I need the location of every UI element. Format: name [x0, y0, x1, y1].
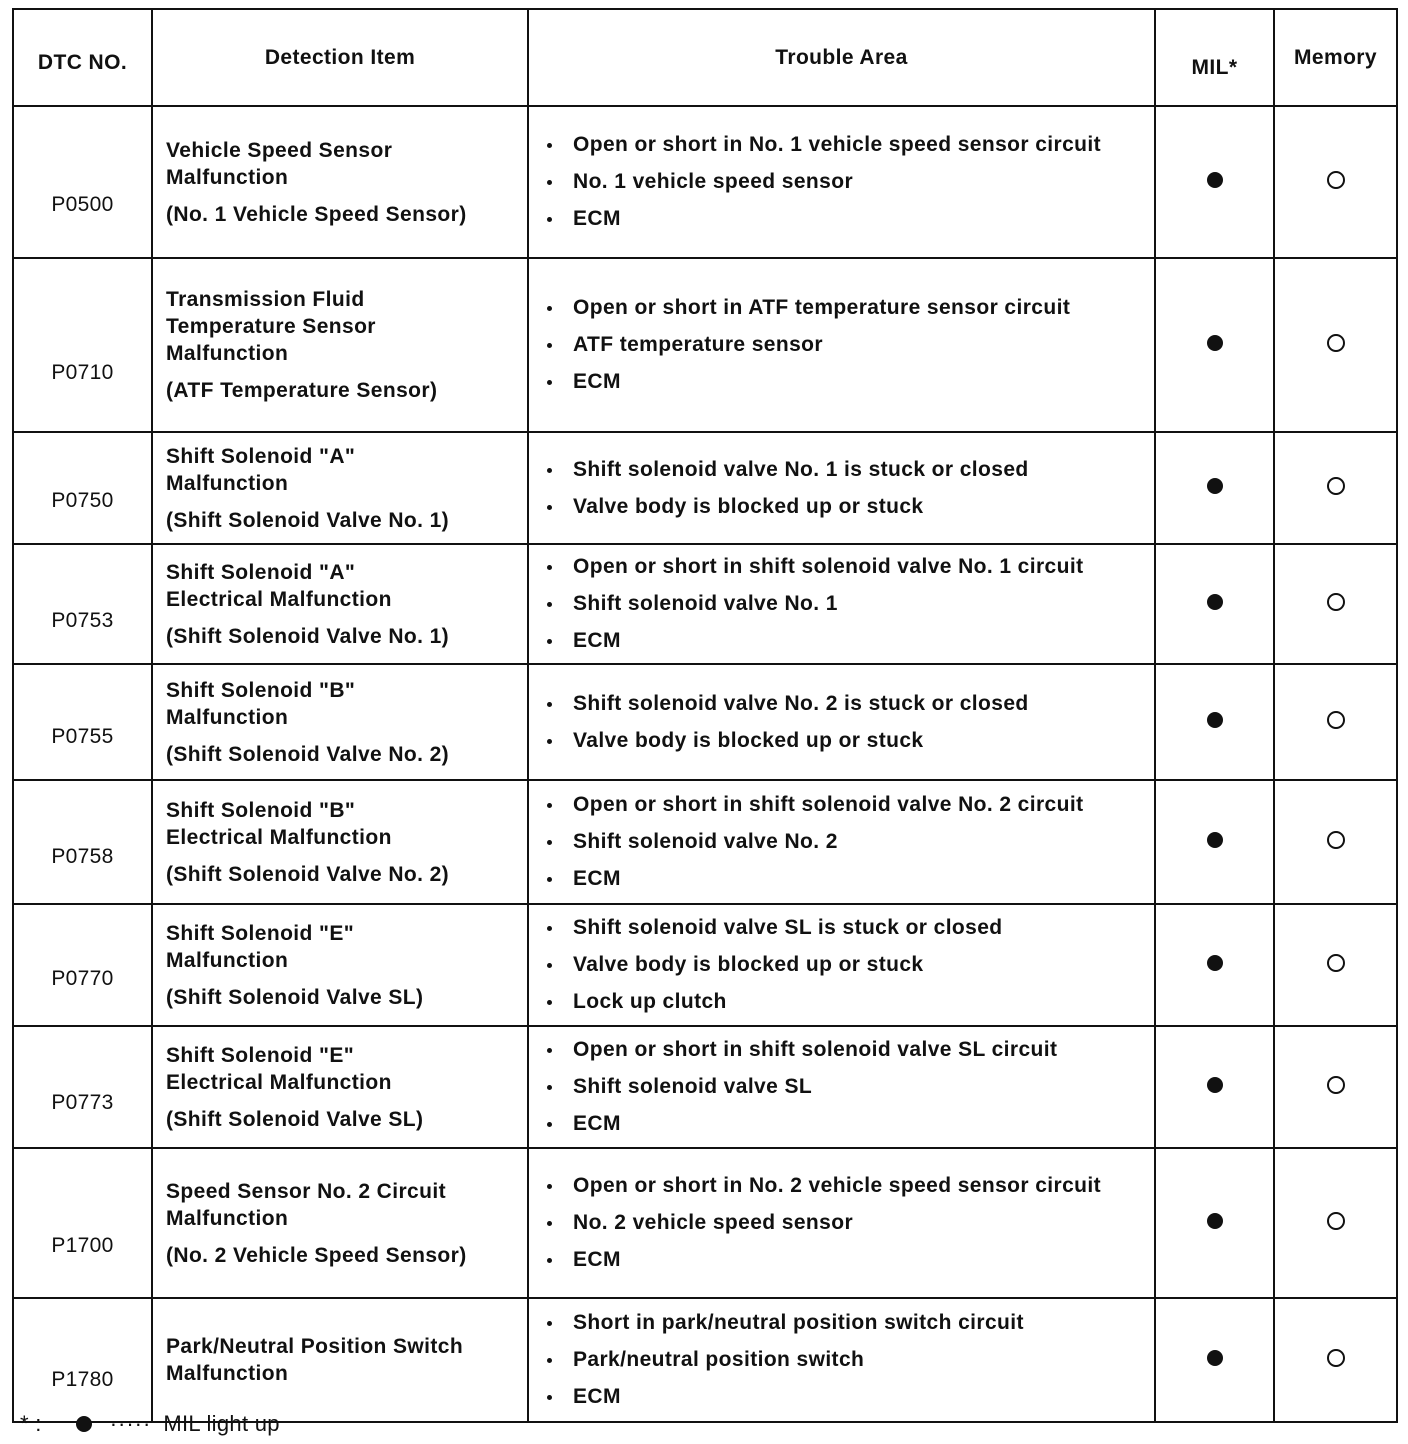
detection-item-cell: [152, 1026, 528, 1148]
list-item: [547, 1384, 1148, 1410]
detection-component: (Shift Solenoid Valve SL): [166, 1107, 424, 1131]
bullet-icon: [547, 380, 552, 385]
table-body: [13, 106, 1397, 1422]
dtc-code: P0770: [51, 966, 114, 990]
detection-component: (No. 2 Vehicle Speed Sensor): [166, 1243, 467, 1267]
trouble-area-text: Open or short in ATF temperature sensor circuit: [573, 296, 1071, 319]
trouble-area-text: Shift solenoid valve No. 2: [573, 830, 838, 853]
mil-filled-dot-icon: [76, 1416, 92, 1432]
mil-cell: [1155, 258, 1274, 432]
list-item: [547, 206, 1148, 232]
hollow-circle-icon: [1327, 593, 1345, 611]
hollow-circle-icon: [1327, 711, 1345, 729]
bullet-icon: [547, 702, 552, 707]
detection-line: Temperature Sensor: [166, 315, 376, 338]
detection-component: (No. 1 Vehicle Speed Sensor): [166, 202, 467, 226]
dtc-code: P0755: [51, 724, 114, 748]
table-row: [13, 544, 1397, 664]
list-item: [547, 952, 1148, 978]
detection-item-cell: [152, 1148, 528, 1298]
list-item: [547, 369, 1148, 395]
detection-item-cell: [152, 432, 528, 544]
list-item: [547, 169, 1148, 195]
trouble-area-text: Valve body is blocked up or stuck: [573, 728, 924, 752]
list-item: [547, 691, 1148, 717]
detection-item-cell: [152, 904, 528, 1026]
list-item: [547, 792, 1148, 818]
detection-item-cell: [152, 544, 528, 664]
mil-cell: [1155, 432, 1274, 544]
list-item: [547, 829, 1148, 855]
trouble-area-text: ECM: [573, 370, 621, 393]
detection-line: Speed Sensor No. 2 Circuit: [166, 1179, 446, 1203]
filled-circle-icon: [1207, 172, 1223, 188]
hollow-circle-icon: [1327, 1349, 1345, 1367]
header-dtc-no: DTC NO.: [13, 9, 152, 106]
filled-circle-icon: [1207, 1213, 1223, 1229]
memory-cell: [1274, 544, 1397, 664]
header-mil: MIL*: [1155, 9, 1274, 106]
trouble-area-text: Lock up clutch: [573, 990, 727, 1013]
mil-cell: [1155, 664, 1274, 780]
list-item: [547, 1210, 1148, 1236]
trouble-area-text: Shift solenoid valve No. 1: [573, 592, 838, 615]
table-row: [13, 106, 1397, 258]
mil-cell: [1155, 544, 1274, 664]
list-item: [547, 1111, 1148, 1137]
dtc-code-cell: [13, 258, 152, 432]
dtc-code-cell: [13, 1026, 152, 1148]
header-row: [13, 9, 1397, 106]
dtc-code: P1700: [51, 1233, 114, 1257]
trouble-area-cell: [528, 432, 1155, 544]
bullet-icon: [547, 565, 552, 570]
detection-line: Shift Solenoid "B": [166, 798, 356, 822]
dtc-code: P0710: [51, 360, 114, 384]
list-item: [547, 591, 1148, 617]
dtc-code-cell: [13, 664, 152, 780]
detection-line: Malfunction: [166, 342, 289, 365]
detection-component: (Shift Solenoid Valve No. 2): [166, 862, 450, 886]
header-memory: Memory: [1274, 9, 1397, 106]
dtc-code: P0773: [51, 1090, 114, 1114]
list-item: [547, 295, 1148, 321]
table-row: [13, 1148, 1397, 1298]
list-item: [547, 1173, 1148, 1199]
detection-line: Transmission Fluid: [166, 288, 365, 311]
bullet-icon: [547, 1258, 552, 1263]
detection-line: Malfunction: [166, 471, 289, 495]
detection-item-cell: [152, 258, 528, 432]
trouble-area-text: Valve body is blocked up or stuck: [573, 494, 924, 518]
memory-cell: [1274, 664, 1397, 780]
bullet-icon: [547, 1085, 552, 1090]
memory-cell: [1274, 258, 1397, 432]
trouble-area-text: Open or short in No. 2 vehicle speed sensor circuit: [573, 1174, 1102, 1197]
mil-cell: [1155, 1148, 1274, 1298]
dtc-code-cell: [13, 780, 152, 904]
list-item: [547, 628, 1148, 654]
trouble-area-text: Shift solenoid valve No. 2 is stuck or closed: [573, 691, 1029, 715]
trouble-area-text: Open or short in No. 1 vehicle speed sensor circuit: [573, 133, 1102, 156]
list-item: [547, 1347, 1148, 1373]
detection-line: Shift Solenoid "A": [166, 560, 356, 584]
hollow-circle-icon: [1327, 954, 1345, 972]
bullet-icon: [547, 803, 552, 808]
hollow-circle-icon: [1327, 477, 1345, 495]
detection-line: Shift Solenoid "A": [166, 444, 356, 468]
trouble-area-text: Open or short in shift solenoid valve No. 1 circuit: [573, 555, 1084, 578]
footnote-marker: * :: [20, 1411, 42, 1436]
bullet-icon: [547, 180, 552, 185]
trouble-area-cell: [528, 664, 1155, 780]
table-row: [13, 432, 1397, 544]
detection-item-cell: [152, 780, 528, 904]
list-item: [547, 494, 1148, 520]
footnote-legend: [20, 1408, 280, 1440]
trouble-area-cell: [528, 780, 1155, 904]
trouble-area-text: ECM: [573, 867, 621, 890]
trouble-area-text: Open or short in shift solenoid valve No. 2 circuit: [573, 793, 1084, 816]
list-item: [547, 554, 1148, 580]
list-item: [547, 1247, 1148, 1273]
detection-item-cell: [152, 1298, 528, 1422]
mil-cell: [1155, 904, 1274, 1026]
mil-cell: [1155, 780, 1274, 904]
memory-cell: [1274, 780, 1397, 904]
hollow-circle-icon: [1327, 831, 1345, 849]
list-item: [547, 457, 1148, 483]
detection-line: Electrical Malfunction: [166, 587, 392, 611]
detection-line: Malfunction: [166, 705, 289, 729]
dtc-code: P1780: [51, 1367, 114, 1391]
trouble-area-text: Shift solenoid valve SL: [573, 1075, 813, 1098]
trouble-area-text: Shift solenoid valve SL is stuck or closed: [573, 916, 1003, 939]
bullet-icon: [547, 1122, 552, 1127]
trouble-area-text: ECM: [573, 1385, 621, 1408]
memory-cell: [1274, 904, 1397, 1026]
list-item: [547, 989, 1148, 1015]
dtc-code-cell: [13, 1148, 152, 1298]
mil-cell: [1155, 1026, 1274, 1148]
detection-component: (Shift Solenoid Valve SL): [166, 985, 424, 1009]
dtc-code: P0758: [51, 844, 114, 868]
trouble-area-text: ECM: [573, 1248, 621, 1271]
detection-component: (Shift Solenoid Valve No. 1): [166, 624, 450, 648]
trouble-area-cell: [528, 1298, 1155, 1422]
dtc-code-cell: [13, 544, 152, 664]
bullet-icon: [547, 306, 552, 311]
filled-circle-icon: [1207, 594, 1223, 610]
detection-line: Shift Solenoid "E": [166, 921, 355, 945]
list-item: [547, 915, 1148, 941]
bullet-icon: [547, 926, 552, 931]
table-row: [13, 904, 1397, 1026]
header-trouble-area: Trouble Area: [528, 9, 1155, 106]
memory-cell: [1274, 1298, 1397, 1422]
dtc-code: P0500: [51, 192, 114, 216]
trouble-area-cell: [528, 106, 1155, 258]
list-item: [547, 866, 1148, 892]
list-item: [547, 728, 1148, 754]
dtc-code: P0753: [51, 608, 114, 632]
list-item: [547, 1310, 1148, 1336]
bullet-icon: [547, 877, 552, 882]
memory-cell: [1274, 432, 1397, 544]
bullet-icon: [547, 1000, 552, 1005]
detection-line: Park/Neutral Position Switch: [166, 1335, 464, 1358]
filled-circle-icon: [1207, 832, 1223, 848]
hollow-circle-icon: [1327, 1076, 1345, 1094]
list-item: [547, 1037, 1148, 1063]
bullet-icon: [547, 1221, 552, 1226]
dtc-code-cell: [13, 106, 152, 258]
memory-cell: [1274, 1148, 1397, 1298]
bullet-icon: [547, 343, 552, 348]
trouble-area-text: Valve body is blocked up or stuck: [573, 953, 924, 976]
dtc-code-cell: [13, 432, 152, 544]
bullet-icon: [547, 639, 552, 644]
dtc-table: [12, 8, 1398, 1423]
trouble-area-text: ECM: [573, 207, 621, 230]
footnote-text: MIL light up: [163, 1411, 280, 1436]
header-detection-item: Detection Item: [152, 9, 528, 106]
filled-circle-icon: [1207, 712, 1223, 728]
trouble-area-text: ECM: [573, 1112, 621, 1135]
footnote-separator: ·····: [109, 1411, 152, 1436]
filled-circle-icon: [1207, 1077, 1223, 1093]
detection-line: Malfunction: [166, 165, 289, 189]
detection-line: Vehicle Speed Sensor: [166, 138, 393, 162]
dtc-code: P0750: [51, 488, 114, 512]
filled-circle-icon: [1207, 335, 1223, 351]
trouble-area-text: Park/neutral position switch: [573, 1348, 865, 1371]
bullet-icon: [547, 1184, 552, 1189]
bullet-icon: [547, 602, 552, 607]
dtc-code-cell: [13, 904, 152, 1026]
trouble-area-cell: [528, 258, 1155, 432]
filled-circle-icon: [1207, 955, 1223, 971]
detection-line: Electrical Malfunction: [166, 1070, 392, 1094]
table-row: [13, 664, 1397, 780]
bullet-icon: [547, 840, 552, 845]
trouble-area-text: Open or short in shift solenoid valve SL circuit: [573, 1038, 1058, 1061]
hollow-circle-icon: [1327, 1212, 1345, 1230]
filled-circle-icon: [1207, 478, 1223, 494]
bullet-icon: [547, 963, 552, 968]
trouble-area-cell: [528, 904, 1155, 1026]
bullet-icon: [547, 143, 552, 148]
list-item: [547, 332, 1148, 358]
filled-circle-icon: [1207, 1350, 1223, 1366]
trouble-area-text: No. 2 vehicle speed sensor: [573, 1211, 854, 1234]
detection-line: Malfunction: [166, 948, 289, 972]
bullet-icon: [547, 1048, 552, 1053]
mil-cell: [1155, 106, 1274, 258]
detection-component: (ATF Temperature Sensor): [166, 379, 438, 402]
trouble-area-cell: [528, 1148, 1155, 1298]
mil-cell: [1155, 1298, 1274, 1422]
bullet-icon: [547, 1395, 552, 1400]
memory-cell: [1274, 1026, 1397, 1148]
bullet-icon: [547, 1358, 552, 1363]
hollow-circle-icon: [1327, 171, 1345, 189]
dtc-code-cell: [13, 1298, 152, 1422]
bullet-icon: [547, 217, 552, 222]
detection-item-cell: [152, 106, 528, 258]
table-row: [13, 1026, 1397, 1148]
table-row: [13, 780, 1397, 904]
trouble-area-text: ECM: [573, 629, 621, 652]
detection-line: Shift Solenoid "E": [166, 1043, 355, 1067]
table-row: [13, 1298, 1397, 1422]
trouble-area-text: ATF temperature sensor: [573, 333, 823, 356]
bullet-icon: [547, 739, 552, 744]
trouble-area-cell: [528, 544, 1155, 664]
memory-cell: [1274, 106, 1397, 258]
table-row: [13, 258, 1397, 432]
detection-component: (Shift Solenoid Valve No. 2): [166, 742, 450, 766]
detection-component: (Shift Solenoid Valve No. 1): [166, 508, 450, 532]
detection-line: Shift Solenoid "B": [166, 678, 356, 702]
trouble-area-text: Short in park/neutral position switch circuit: [573, 1311, 1024, 1334]
trouble-area-cell: [528, 1026, 1155, 1148]
hollow-circle-icon: [1327, 334, 1345, 352]
bullet-icon: [547, 505, 552, 510]
bullet-icon: [547, 468, 552, 473]
list-item: [547, 132, 1148, 158]
detection-line: Electrical Malfunction: [166, 825, 392, 849]
trouble-area-text: No. 1 vehicle speed sensor: [573, 170, 854, 193]
detection-line: Malfunction: [166, 1362, 289, 1385]
list-item: [547, 1074, 1148, 1100]
trouble-area-text: Shift solenoid valve No. 1 is stuck or closed: [573, 457, 1029, 481]
bullet-icon: [547, 1321, 552, 1326]
detection-line: Malfunction: [166, 1206, 289, 1230]
detection-item-cell: [152, 664, 528, 780]
